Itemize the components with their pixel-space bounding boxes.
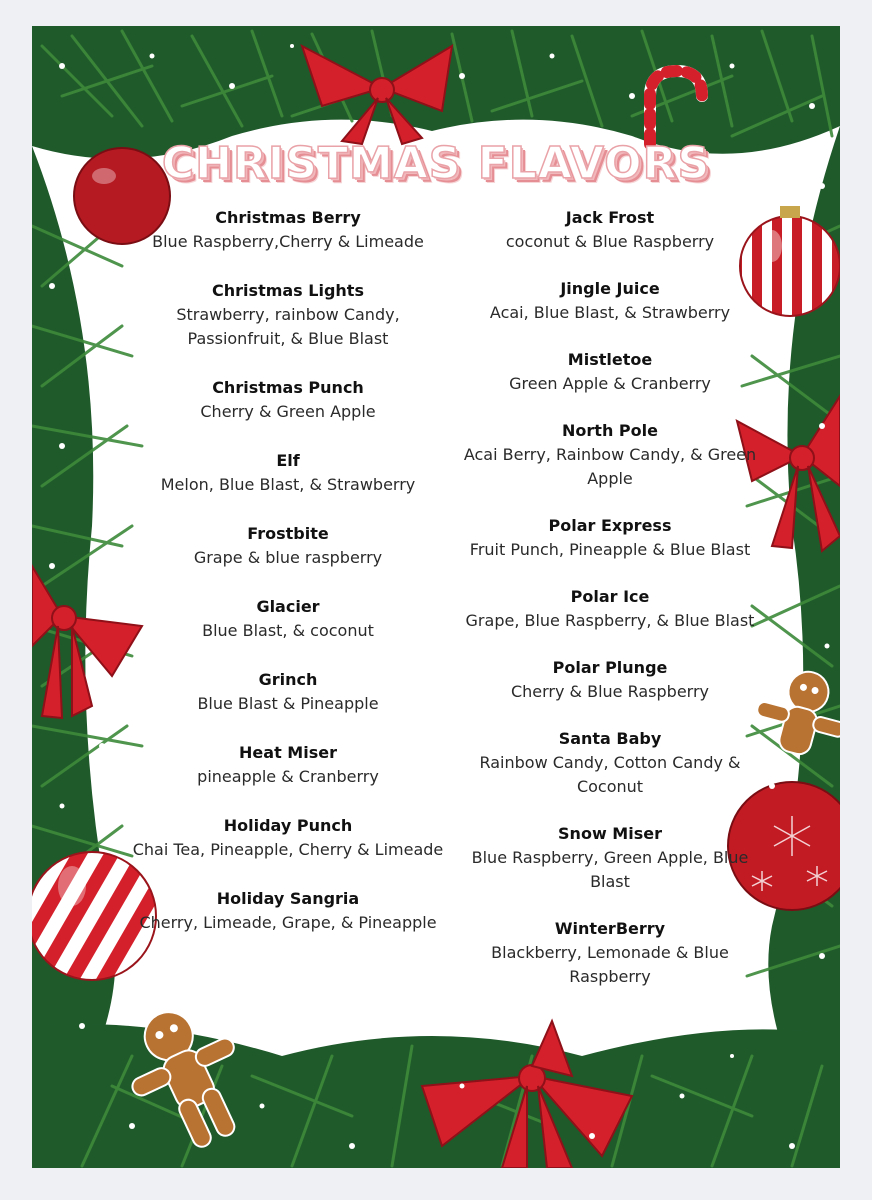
flavor-name: Holiday Punch [223, 816, 353, 835]
flavor-ingredients: Blackberry, Lemonade & Blue Raspberry [491, 943, 729, 986]
flavor-item [462, 206, 758, 254]
flavor-ingredients: Acai Berry, Rainbow Candy, & Green Apple [463, 445, 757, 488]
flavor-ingredients: Fruit Punch, Pineapple & Blue Blast [469, 540, 751, 559]
flavor-item [462, 277, 758, 325]
flavor-name: Mistletoe [567, 350, 653, 369]
flavor-ingredients: Cherry, Limeade, Grape, & Pineapple [139, 913, 437, 932]
flavor-ingredients: Rainbow Candy, Cotton Candy & Coconut [479, 753, 741, 796]
flavor-name: Heat Miser [239, 743, 337, 762]
flavor-ingredients: Cherry & Blue Raspberry [510, 682, 710, 701]
flavor-name: WinterBerry [554, 919, 666, 938]
flavor-ingredients: Chai Tea, Pineapple, Cherry & Limeade [132, 840, 444, 859]
flavor-item [462, 656, 758, 704]
flavor-name: Christmas Lights [212, 281, 364, 300]
flavor-item [462, 917, 758, 989]
flavor-ingredients: Melon, Blue Blast, & Strawberry [160, 475, 416, 494]
flavor-ingredients: Cherry & Green Apple [200, 402, 376, 421]
flavor-ingredients: Strawberry, rainbow Candy, Passionfruit, & Blue Blast [176, 305, 400, 348]
flavor-item [128, 522, 448, 570]
flavor-ingredients: Acai, Blue Blast, & Strawberry [489, 303, 731, 322]
flavor-ingredients: Blue Blast, & coconut [202, 621, 374, 640]
flavor-name: Snow Miser [558, 824, 662, 843]
flavor-name: Polar Plunge [552, 658, 668, 677]
flavor-ingredients: Blue Raspberry, Green Apple, Blue Blast [471, 848, 749, 891]
flavor-item [462, 514, 758, 562]
flavor-item [128, 449, 448, 497]
flavor-ingredients: Grape & blue raspberry [193, 548, 383, 567]
flavor-name: Christmas Punch [212, 378, 364, 397]
flavor-name: Santa Baby [558, 729, 662, 748]
menu-page [32, 26, 840, 1168]
flavor-name: Elf [276, 451, 300, 470]
flavor-name: Frostbite [247, 524, 329, 543]
flavor-name: Polar Ice [570, 587, 650, 606]
flavor-ingredients: Green Apple & Cranberry [509, 374, 711, 393]
flavor-name: Holiday Sangria [216, 889, 360, 908]
flavor-ingredients: Blue Blast & Pineapple [197, 694, 379, 713]
flavor-item [128, 887, 448, 935]
flavor-item [462, 348, 758, 396]
menu-title: CHRISTMAS FLAVORS [161, 138, 711, 189]
flavor-item [128, 595, 448, 643]
flavor-item [128, 206, 448, 254]
flavor-ingredients: Grape, Blue Raspberry, & Blue Blast [465, 611, 755, 630]
flavor-name: North Pole [562, 421, 658, 440]
flavor-name: Grinch [258, 670, 318, 689]
flavor-item [128, 376, 448, 424]
flavor-item [462, 585, 758, 633]
flavor-list-left [128, 206, 448, 960]
flavor-name: Glacier [256, 597, 320, 616]
flavor-item [462, 822, 758, 894]
flavor-item [128, 814, 448, 862]
flavor-item [128, 668, 448, 716]
flavor-item [128, 279, 448, 351]
flavor-name: Jack Frost [565, 208, 655, 227]
flavor-item [128, 741, 448, 789]
flavor-ingredients: coconut & Blue Raspberry [505, 232, 715, 251]
flavor-name: Jingle Juice [560, 279, 660, 298]
flavor-ingredients: Blue Raspberry,Cherry & Limeade [152, 232, 424, 251]
flavor-item [462, 419, 758, 491]
flavor-name: Christmas Berry [215, 208, 361, 227]
flavor-name: Polar Express [548, 516, 672, 535]
flavor-item [462, 727, 758, 799]
flavor-ingredients: pineapple & Cranberry [197, 767, 379, 786]
flavor-list-right [462, 206, 758, 1012]
